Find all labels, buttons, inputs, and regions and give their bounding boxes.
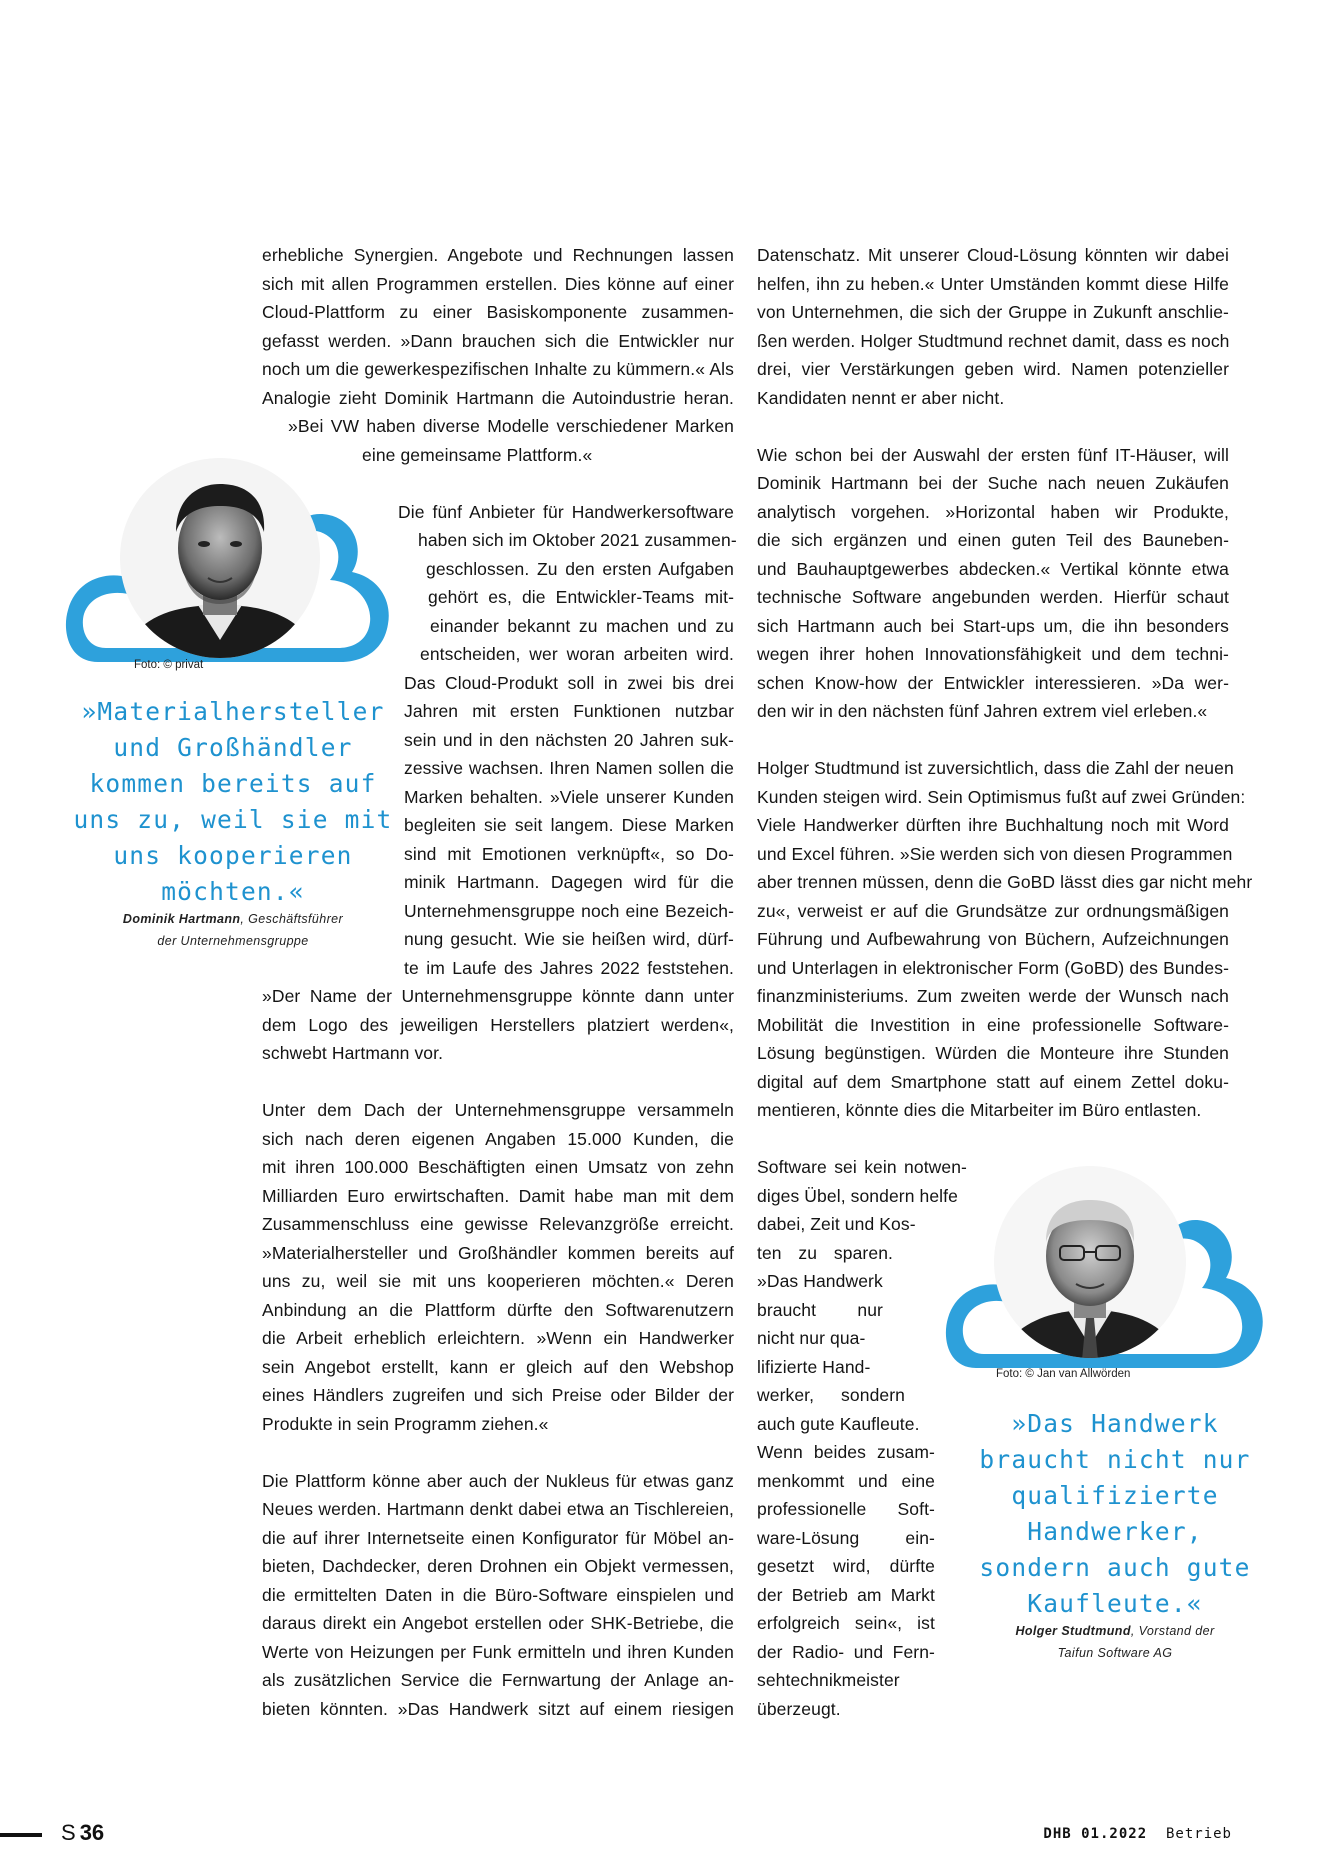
paragraph: Unter dem Dach der Unternehmensgruppe versammeln sich nach deren eigenen Angaben 15.000 Kunden, die mit ihren 100.000 Beschäftigten einen Umsatz von zehn Milliarden Euro erwirtschaften. Damit habe man mit dem Zusammenschluss eine gewisse Relevanzgröße erreicht. »Materialhersteller und Großhändler kommen bereits auf uns zu, weil sie mit uns kooperieren möchten.« Deren Anbindung an die Plattform dürfte den Softwarenutzern die Arbeit erheblich erleichtern. »Wenn ein Handwerker sein Angebot erstellt, kann er gleich auf den Webshop eines Händlers zugreifen und sich Preise oder Bilder der Produkte in sein Programm ziehen.« xyxy=(262,1100,734,1434)
quote-author: Dominik Hartmann xyxy=(122,912,241,926)
paragraph: Die fünf Anbieter für Handwerkersoftware haben sich im Oktober 2021 zusammen- geschlossen. Zu den ersten Aufgaben gehört es, die Entwickler-Teams mit- einander bekannt zu machen und zu entscheiden, wer woran arbeiten wird. Das Cloud-Produkt soll in zwei bis drei Jahren mit ersten Funktionen nutzbar sein und in den nächsten 20 Jahren suk- zessive wachsen. Ihren Namen sollen die Marken behalten. »Viele unserer Kunden begleiten sie seit langem. Diese Marken sind mit Emotionen verknüpft«, so Do- minik Hartmann. Dagegen wird für die Unternehmensgruppe noch eine Bezeich- nung gesucht. Wie sie heißen wird, dürf- te im Laufe des Jahres 2022 feststehen. »Der Name der Unternehmensgruppe könnte dann unter dem Logo des jeweiligen Herstellers platziert werden«, schwebt Hartmann vor. xyxy=(262,501,737,1063)
paragraph: Software sei kein notwen- diges Übel, sondern helfe dabei, Zeit und Kos- ten zu sparen. »Das Handwerk braucht nur nicht nur qua- lifizierte Hand- werker, sondern auch gute Kaufleute. Wenn beides zusam- menkommt und eine professionelle Soft- ware-Lösung ein- gesetzt wird, dürfte der Betrieb am Markt erfolgreich sein«, ist der Radio- und Fern- sehtechnikmeister überzeugt. xyxy=(757,1157,967,1719)
photo-credit-hartmann: Foto: © privat xyxy=(134,659,204,671)
quote-line: uns zu, weil sie mit xyxy=(73,805,393,834)
quote-line: kommen bereits auf xyxy=(89,769,377,798)
footer-issue: DHB 01.2022 Betrieb xyxy=(1043,1826,1232,1842)
quote-line: »Materialhersteller xyxy=(81,697,385,726)
cloud-portrait-studtmund xyxy=(940,1150,1270,1382)
quote-line: qualifizierte xyxy=(1011,1481,1219,1510)
quote-line: uns kooperieren xyxy=(113,841,353,870)
quote-attribution-studtmund: Holger Studtmund, Vorstand der Taifun Software AG xyxy=(1015,1624,1215,1660)
quote-line: Handwerker, xyxy=(1027,1517,1203,1546)
quote-line: möchten.« xyxy=(161,877,305,906)
photo-credit-studtmund: Foto: © Jan van Allwörden xyxy=(996,1368,1131,1380)
quote-line: und Großhändler xyxy=(113,733,353,762)
paragraph: Die Plattform könne aber auch der Nukleus für etwas ganz Neues werden. Hartmann denkt dabei etwa an Tischlereien, die auf ihrer Internetseite einen Konfigurator für Möbel an- bieten, Dachdecker, deren Drohnen ein Objekt vermessen, die ermittelten Daten in die Büro-Software einspielen und daraus direkt ein Angebot erstellen oder SHK-Betriebe, die Werte von Heizungen per Funk ermitteln und ihren Kunden als zusätzlichen Service die Fernwartung der Anlage an- bieten könnten. »Das Handwerk sitzt auf einem riesigen xyxy=(262,1470,734,1719)
paragraph: Holger Studtmund ist zuversichtlich, dass die Zahl der neuen Kunden steigen wird. Sein Optimismus fußt auf zwei Gründen: Viele Handwerker dürften ihre Buchhaltung noch mit Word und Excel führen. »Sie werden sich von diesen Programmen aber trennen müssen, denn die GoBD lässt dies gar nicht mehr zu«, verweist er auf die Grundsätze zur ordnungsmäßigen Führung und Aufbewahrung von Büchern, Aufzeichnungen und Unterlagen in elektronischer Form (GoBD) des Bundes- finanzministeriums. Zum zweiten werde der Wunsch nach Mobilität die Investition in eine professionelle Software- Lösung begünstigen. Würden die Monteure ihre Stunden digital auf dem Smartphone statt auf einem Zettel doku- mentieren, könnte dies die Mitarbeiter im Büro entlasten. xyxy=(757,758,1253,1120)
quote-author: Holger Studtmund xyxy=(1015,1624,1131,1638)
paragraph: Datenschatz. Mit unserer Cloud-Lösung könnten wir dabei helfen, ihn zu heben.« Unter Umständen kommt diese Hilfe von Unternehmen, die sich der Gruppe in Zukunft anschlie- ßen werden. Holger Studtmund rechnet damit, dass es noch drei, vier Verstärkungen geben wird. Namen potenzieller Kandidaten nennt er aber nicht. xyxy=(757,245,1230,408)
page-number: S 36 xyxy=(61,1820,105,1845)
paragraph: Wie schon bei der Auswahl der ersten fünf IT-Häuser, will Dominik Hartmann bei der Suche nach neuen Zukäufen analytisch vorgehen. »Horizontal haben wir Produkte, die sich ergänzen und einen guten Teil des Bauneben- und Bauhauptgewerbes abdecken.« Vertikal könnte etwa technische Software angebunden werden. Hierfür schaut sich Hartmann auch bei Start-ups um, die ihn besonders wegen ihrer hohen Innovationsfähigkeit und dem techni- schen Know-how der Entwickler interessieren. »Da wer- den wir in den nächsten fünf Jahren extrem viel erleben.« xyxy=(757,444,1229,721)
quote-line: »Das Handwerk xyxy=(1011,1409,1219,1438)
footer-rule xyxy=(0,1833,42,1837)
article-column-1 xyxy=(262,241,737,1723)
paragraph: erhebliche Synergien. Angebote und Rechnungen lassen sich mit allen Programmen erstellen. Dies könne auf einer Cloud-Plattform zu einer Basiskomponente zusammen- gefasst werden. »Dann brauchen sich die Entwickler nur noch um die gewerkespezifischen Inhalte zu kümmern.« Als Analogie zieht Dominik Hartmann die Autoindustrie heran. »Bei VW haben diverse Modelle verschiedener Marken eine gemeinsame Plattform.« xyxy=(262,245,734,465)
quote-line: Kaufleute.« xyxy=(1027,1589,1203,1618)
quote-line: braucht nicht nur xyxy=(979,1445,1251,1474)
quote-attribution-hartmann: Dominik Hartmann, Geschäftsführer der Unternehmensgruppe xyxy=(122,912,344,948)
quote-line: sondern auch gute xyxy=(979,1553,1251,1582)
pull-quote-studtmund xyxy=(950,1406,1280,1622)
